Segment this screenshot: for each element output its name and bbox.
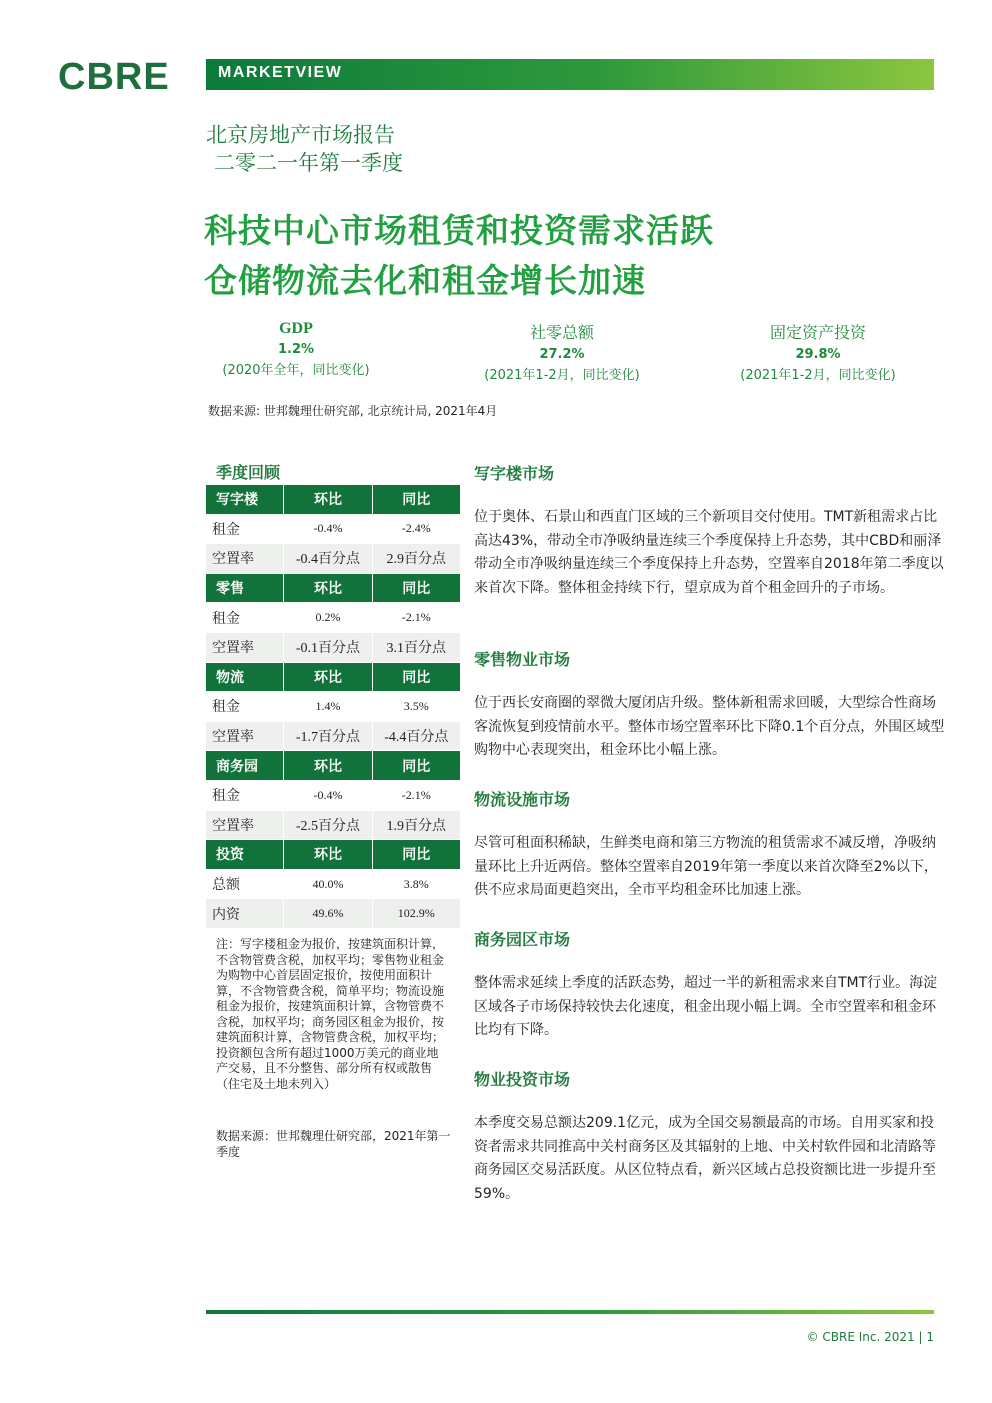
group-name: 投资 — [206, 840, 284, 870]
kpi-value: 27.2% — [539, 347, 585, 362]
section-text-office: 位于奥体、石景山和西直门区域的三个新项目交付使用。TMT新租需求占比高达43%，带动全市净吸纳量连续三个季度保持上升态势，其中CBD和丽泽带动全市净吸纳量连续三个季度保持上升态势，空置率自2018年第二季度以来首次下降。整体租金持续下行，望京成为首个租金回升的子市场。 — [474, 509, 944, 596]
table-row — [206, 514, 460, 544]
table-group-header — [206, 662, 460, 692]
footer-divider — [206, 1310, 934, 1314]
review-table — [206, 485, 460, 929]
table-row — [206, 603, 460, 633]
kpi-value: 1.2% — [277, 342, 315, 357]
table-row — [206, 899, 460, 929]
cell-qoq: -0.4% — [284, 780, 372, 810]
row-label: 租金 — [206, 780, 284, 810]
source-top: 数据来源: 世邦魏理仕研究部, 北京统计局, 2021年4月 — [208, 404, 498, 418]
cell-qoq: 40.0% — [284, 869, 372, 899]
cell-yoy: 3.5% — [372, 692, 460, 722]
cell-qoq: -2.5百分点 — [284, 810, 372, 840]
table-group-header — [206, 573, 460, 603]
cell-yoy: 1.9百分点 — [372, 810, 460, 840]
col-yoy: 同比 — [372, 840, 460, 870]
row-label: 内资 — [206, 899, 284, 929]
review-title: 季度回顾 — [216, 463, 281, 482]
section-text-retail: 位于西长安商圈的翠微大厦闭店升级。整体新租需求回暖，大型综合性商场客流恢复到疫情前水平。整体市场空置率环比下降0.1个百分点，外围区域型购物中心表现突出，租金环比小幅上涨。 — [474, 695, 945, 758]
table-row — [206, 692, 460, 722]
col-qoq: 环比 — [284, 573, 372, 603]
cell-yoy: 3.8% — [372, 869, 460, 899]
table-row — [206, 544, 460, 574]
row-label: 租金 — [206, 514, 284, 544]
kpi-gdp — [206, 320, 386, 378]
kpi-label: 社零总额 — [529, 323, 594, 342]
kpi-label: 固定资产投资 — [769, 323, 866, 342]
row-label: 空置率 — [206, 632, 284, 662]
cell-qoq: -0.4百分点 — [284, 544, 372, 574]
cell-yoy: 3.1百分点 — [372, 632, 460, 662]
footer-copyright-page: © CBRE Inc. 2021 | 1 — [806, 1330, 934, 1344]
col-yoy: 同比 — [372, 751, 460, 781]
report-period: 二零二一年第一季度 — [214, 151, 403, 175]
cell-qoq: -1.7百分点 — [284, 721, 372, 751]
col-qoq: 环比 — [284, 662, 372, 692]
table-group-header — [206, 751, 460, 781]
col-qoq: 环比 — [284, 485, 372, 514]
row-label: 空置率 — [206, 810, 284, 840]
cbre-logo: CBRE — [58, 56, 170, 98]
table-group-header — [206, 840, 460, 870]
table-row — [206, 632, 460, 662]
table-row — [206, 780, 460, 810]
section-title-retail: 零售物业市场 — [474, 650, 571, 669]
cell-qoq: -0.4% — [284, 514, 372, 544]
table-footnote: 注：写字楼租金为报价，按建筑面积计算，不含物管费含税，加权平均；零售物业租金为购物中心首层固定报价，按使用面积计算，不含物管费含税，简单平均；物流设施租金为报价，按建筑面积计算，含物管费不含税，加权平均；商务园区租金为报价，按建筑面积计算，含物管费含税，加权平均；投资额包含所有超过1000万美元的商业地产交易，且不分整售、部分所有权或散售（住宅及土地未列入） — [216, 937, 445, 1091]
kpi-note: (2021年1-2月，同比变化) — [740, 368, 896, 383]
kpi-retail-sales — [472, 320, 652, 383]
col-yoy: 同比 — [372, 485, 460, 514]
cell-yoy: -2.1% — [372, 780, 460, 810]
col-qoq: 环比 — [284, 751, 372, 781]
table-row — [206, 721, 460, 751]
group-name: 商务园 — [206, 751, 284, 781]
group-name: 写字楼 — [206, 485, 284, 514]
table-row — [206, 869, 460, 899]
cell-yoy: 2.9百分点 — [372, 544, 460, 574]
table-group-header — [206, 485, 460, 514]
section-text-business-park: 整体需求延续上季度的活跃态势，超过一半的新租需求来自TMT行业。海淀区域各子市场保持较快去化速度，租金出现小幅上调。全市空置率和租金环比均有下降。 — [474, 975, 938, 1038]
col-yoy: 同比 — [372, 662, 460, 692]
section-title-logistics: 物流设施市场 — [474, 790, 571, 809]
cell-qoq: 49.6% — [284, 899, 372, 929]
cell-yoy: 102.9% — [372, 899, 460, 929]
row-label: 空置率 — [206, 544, 284, 574]
headline-line-1: 科技中心市场租赁和投资需求活跃 — [204, 211, 714, 250]
marketview-bar — [206, 59, 934, 90]
kpi-note: (2020年全年，同比变化) — [222, 363, 370, 378]
kpi-label: GDP — [279, 320, 313, 337]
kpi-value: 29.8% — [795, 347, 841, 362]
kpi-note: (2021年1-2月，同比变化) — [484, 368, 640, 383]
cell-qoq: 1.4% — [284, 692, 372, 722]
row-label: 空置率 — [206, 721, 284, 751]
col-yoy: 同比 — [372, 573, 460, 603]
section-text-investment: 本季度交易总额达209.1亿元，成为全国交易额最高的市场。自用买家和投资者需求共同推高中关村商务区及其辐射的上地、中关村软件园和北清路等商务园区交易活跃度。从区位特点看，新兴区域占总投资额比进一步提升至59%。 — [474, 1115, 936, 1202]
cell-yoy: -2.4% — [372, 514, 460, 544]
row-label: 租金 — [206, 603, 284, 633]
section-title-investment: 物业投资市场 — [474, 1070, 571, 1089]
kpi-fixed-asset-investment — [728, 320, 908, 383]
cell-qoq: -0.1百分点 — [284, 632, 372, 662]
section-title-business-park: 商务园区市场 — [474, 930, 571, 949]
col-qoq: 环比 — [284, 840, 372, 870]
cell-yoy: -4.4百分点 — [372, 721, 460, 751]
row-label: 总额 — [206, 869, 284, 899]
source-bottom: 数据来源：世邦魏理仕研究部，2021年第一季度 — [216, 1129, 451, 1159]
section-title-office: 写字楼市场 — [474, 464, 555, 483]
cell-yoy: -2.1% — [372, 603, 460, 633]
group-name: 物流 — [206, 662, 284, 692]
report-title: 北京房地产市场报告 — [206, 123, 395, 147]
row-label: 租金 — [206, 692, 284, 722]
marketview-label: MARKETVIEW — [218, 64, 343, 81]
cell-qoq: 0.2% — [284, 603, 372, 633]
group-name: 零售 — [206, 573, 284, 603]
headline-line-2: 仓储物流去化和租金增长加速 — [204, 261, 646, 300]
section-text-logistics: 尽管可租面积稀缺，生鲜类电商和第三方物流的租赁需求不减反增，净吸纳量环比上升近两倍。整体空置率自2019年第一季度以来首次降至2%以下，供不应求局面更趋突出，全市平均租金环比加速上涨。 — [474, 835, 938, 898]
table-row — [206, 810, 460, 840]
